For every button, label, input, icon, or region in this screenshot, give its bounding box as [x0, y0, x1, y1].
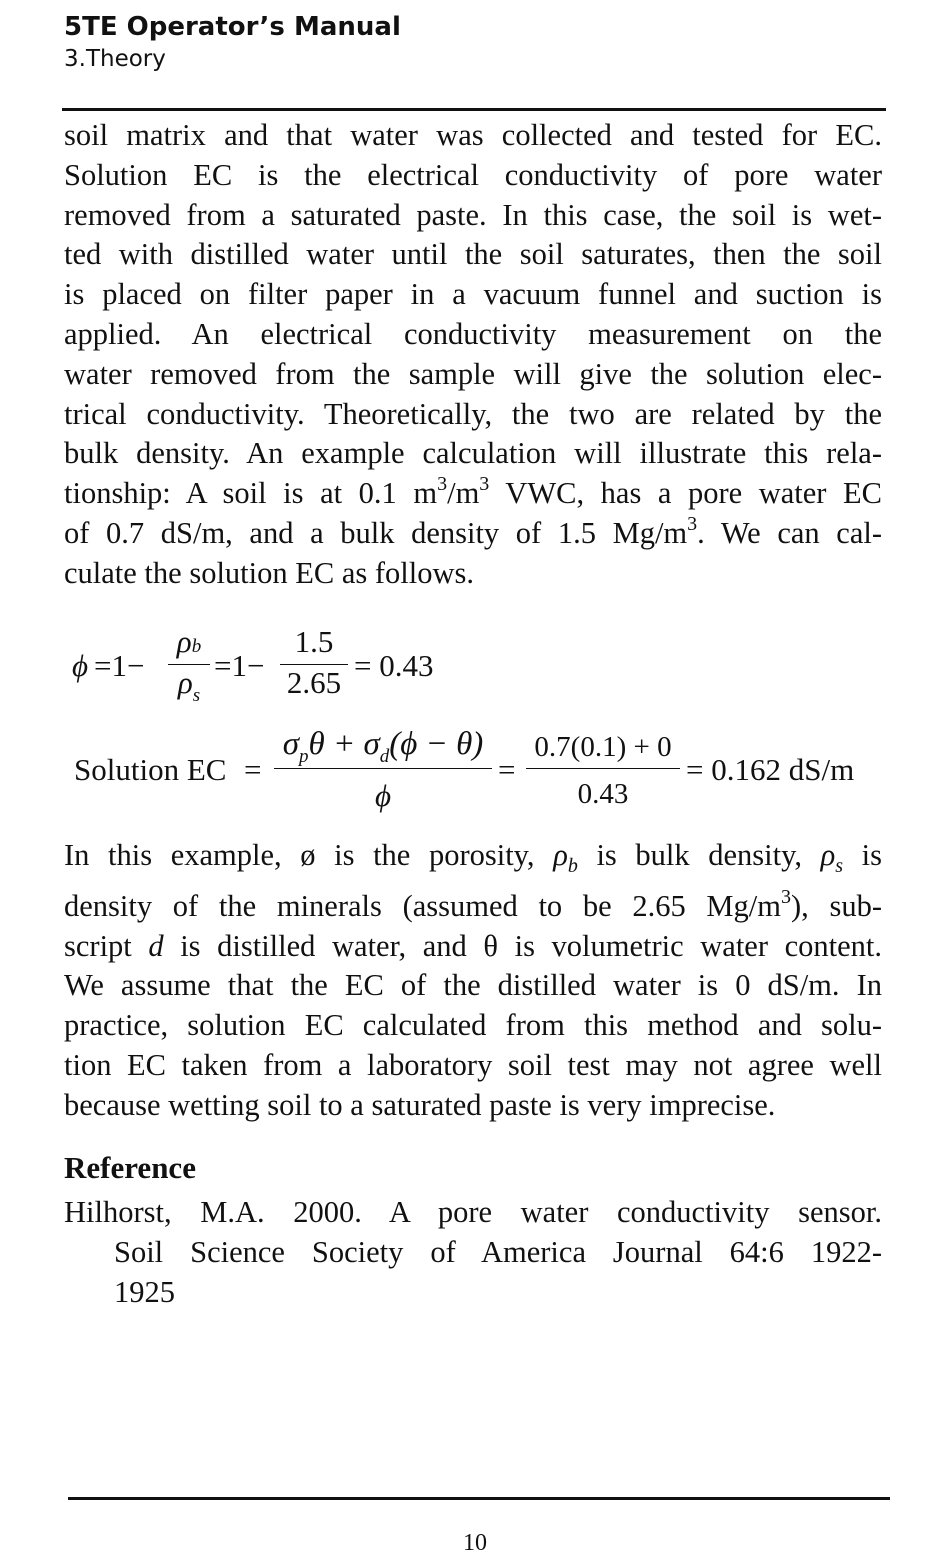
text-line: We assume that the EC of the distilled water is 0 dS/m. In	[64, 968, 882, 1003]
reference-line: Hilhorst, M.A. 2000. A pore water conductivity sensor.	[64, 1195, 882, 1229]
reference-line: Soil Science Society of America Journal 64:6 1922-	[114, 1234, 882, 1269]
paragraph-1	[64, 116, 882, 594]
text-line: applied. An electrical conductivity measurement on the	[64, 316, 882, 351]
text-line: In this example, ø is the porosity, $\rho_b$ is bulk density, $\rho_s$ is	[64, 838, 883, 878]
text-line: ted with distilled water until the soil saturates, then the soil	[64, 237, 882, 272]
text-line: script d is distilled water, and θ is volumetric water content.	[64, 928, 882, 963]
text-line: Solution EC is the electrical conductivity of pore water	[64, 157, 882, 192]
text-line: of 0.7 dS/m, and a bulk density of 1.5 $Mg/m^3$. We can cal-	[64, 512, 882, 550]
text-line: soil matrix and that water was collected and tested for EC.	[64, 118, 882, 152]
text-line: removed from a saturated paste. In this case, the soil is wet-	[64, 197, 882, 232]
text-line: culate the solution EC as follows.	[64, 555, 474, 590]
value-ratio: 1.5 2.65	[280, 624, 348, 709]
text-line: practice, solution EC calculated from this method and solu-	[64, 1008, 882, 1043]
text-line: density of the minerals (assumed to be 2.65 $Mg/m^3$), sub-	[64, 885, 882, 923]
density-ratio: ρb $\rho_s$	[168, 624, 210, 709]
paragraph-2	[64, 836, 882, 1126]
symbolic-fraction: $\sigma_p\theta + \sigma_d(\phi - \theta)$ ϕ	[274, 720, 492, 813]
footer-rule	[68, 1497, 890, 1500]
page-number: 10	[463, 1530, 487, 1556]
text-line: bulk density. An example calculation will illustrate this rela-	[64, 436, 882, 471]
page-header	[64, 10, 401, 74]
text-line: trical conductivity. Theoretically, the two are related by the	[64, 396, 882, 431]
equals-one-minus: =1−	[214, 648, 265, 683]
reference-entry	[64, 1193, 882, 1312]
text-line: tionship: A soil is at 0.1 $m^3/m^3$ VWC, has a pore water EC	[64, 473, 883, 511]
section-title: 3.Theory	[64, 46, 166, 72]
header-rule	[62, 108, 886, 111]
solution-ec-result: = 0.162 dS/m	[686, 752, 855, 787]
equals-sign: =	[244, 752, 262, 787]
numeric-fraction: 0.7(0.1) + 0 0.43	[526, 720, 680, 813]
equals-one-minus: =1−	[94, 648, 145, 683]
text-line: tion EC taken from a laboratory soil test may not agree well	[64, 1048, 882, 1083]
reference-heading: Reference	[64, 1150, 196, 1185]
manual-title: 5TE Operator’s Manual	[64, 12, 401, 42]
porosity-result: = 0.43	[354, 648, 434, 683]
equation-label: Solution EC	[74, 752, 227, 787]
reference-line: 1925	[114, 1274, 175, 1309]
phi-symbol: ϕ	[72, 648, 89, 683]
text-line: is placed on filter paper in a vacuum funnel and suction is	[64, 277, 882, 312]
equals-sign: =	[498, 752, 516, 787]
text-line: because wetting soil to a saturated paste is very imprecise.	[64, 1087, 776, 1122]
text-line: water removed from the sample will give the solution elec-	[64, 356, 882, 391]
